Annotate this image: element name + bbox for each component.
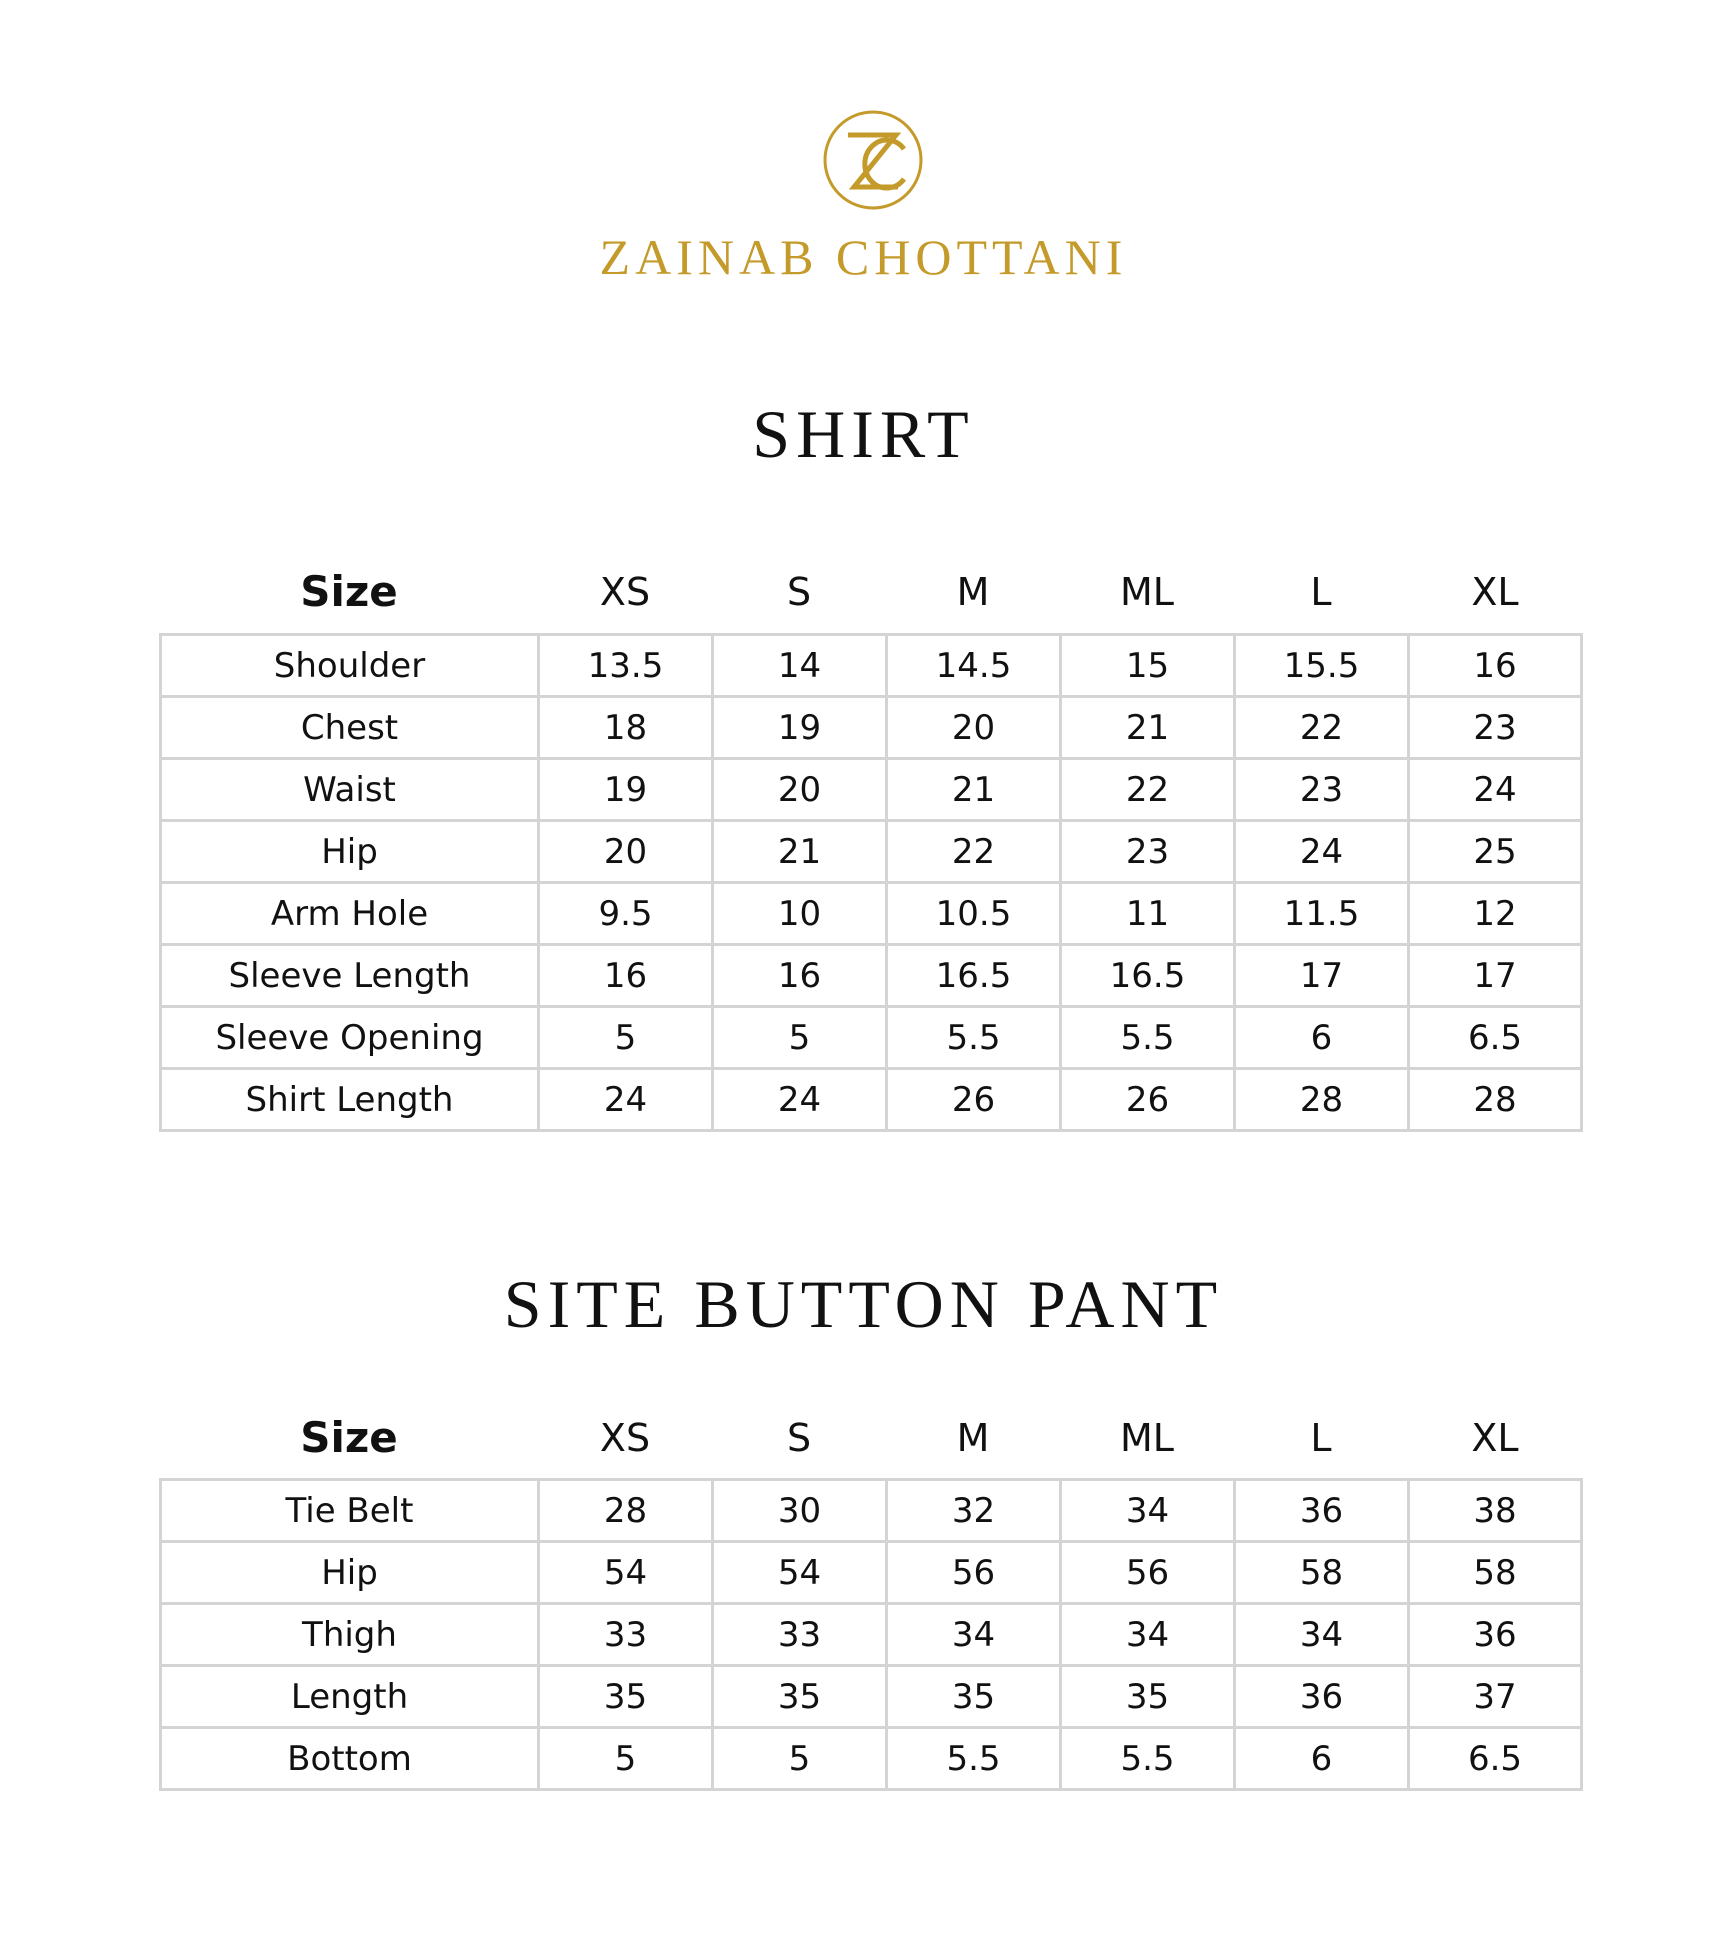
table-cell: 16 — [713, 945, 887, 1007]
table-row — [161, 1480, 1582, 1542]
table-cell: 6.5 — [1409, 1728, 1582, 1790]
table-cell: 34 — [887, 1604, 1061, 1666]
table-cell: 12 — [1409, 883, 1582, 945]
size-header-ml: ML — [1120, 570, 1174, 614]
table-cell: 14 — [713, 635, 887, 697]
size-header-xl: XL — [1471, 1416, 1519, 1460]
row-label: Shoulder — [161, 635, 539, 697]
table-cell: 35 — [539, 1666, 713, 1728]
table-cell: 35 — [1061, 1666, 1235, 1728]
table-cell: 20 — [887, 697, 1061, 759]
table-cell: 35 — [887, 1666, 1061, 1728]
size-header-l: L — [1310, 1416, 1332, 1460]
table-cell: 58 — [1409, 1542, 1582, 1604]
table-cell: 56 — [1061, 1542, 1235, 1604]
table-cell: 24 — [539, 1069, 713, 1131]
row-label: Hip — [161, 821, 539, 883]
row-label: Hip — [161, 1542, 539, 1604]
table-cell: 20 — [539, 821, 713, 883]
table-cell: 13.5 — [539, 635, 713, 697]
table-cell: 19 — [713, 697, 887, 759]
table-cell: 21 — [887, 759, 1061, 821]
table-cell: 54 — [539, 1542, 713, 1604]
shirt-section-title: SHIRT — [752, 396, 975, 472]
size-header-s: S — [786, 570, 812, 614]
table-cell: 6 — [1235, 1007, 1409, 1069]
pant-size-table — [159, 1478, 1583, 1791]
table-cell: 11.5 — [1235, 883, 1409, 945]
table-cell: 54 — [713, 1542, 887, 1604]
row-label: Bottom — [161, 1728, 539, 1790]
table-cell: 37 — [1409, 1666, 1582, 1728]
table-cell: 34 — [1061, 1604, 1235, 1666]
table-cell: 16.5 — [1061, 945, 1235, 1007]
table-cell: 22 — [887, 821, 1061, 883]
table-cell: 5 — [539, 1728, 713, 1790]
table-cell: 17 — [1235, 945, 1409, 1007]
table-cell: 10 — [713, 883, 887, 945]
table-cell: 36 — [1235, 1480, 1409, 1542]
row-label: Tie Belt — [161, 1480, 539, 1542]
table-row — [161, 759, 1582, 821]
table-cell: 19 — [539, 759, 713, 821]
table-cell: 38 — [1409, 1480, 1582, 1542]
size-header-xl: XL — [1471, 570, 1519, 614]
table-cell: 23 — [1061, 821, 1235, 883]
table-cell: 6 — [1235, 1728, 1409, 1790]
table-cell: 5.5 — [1061, 1007, 1235, 1069]
table-cell: 34 — [1235, 1604, 1409, 1666]
table-cell: 36 — [1235, 1666, 1409, 1728]
size-header-label: Size — [300, 567, 398, 616]
table-cell: 9.5 — [539, 883, 713, 945]
table-row — [161, 697, 1582, 759]
table-cell: 26 — [1061, 1069, 1235, 1131]
table-cell: 14.5 — [887, 635, 1061, 697]
row-label: Arm Hole — [161, 883, 539, 945]
table-cell: 5.5 — [1061, 1728, 1235, 1790]
table-cell: 11 — [1061, 883, 1235, 945]
row-label: Shirt Length — [161, 1069, 539, 1131]
table-cell: 16 — [539, 945, 713, 1007]
table-cell: 20 — [713, 759, 887, 821]
table-row — [161, 1604, 1582, 1666]
table-cell: 5.5 — [887, 1007, 1061, 1069]
table-cell: 15 — [1061, 635, 1235, 697]
size-header-s: S — [786, 1416, 812, 1460]
row-label: Thigh — [161, 1604, 539, 1666]
table-cell: 16.5 — [887, 945, 1061, 1007]
table-cell: 21 — [1061, 697, 1235, 759]
table-row — [161, 883, 1582, 945]
table-cell: 15.5 — [1235, 635, 1409, 697]
size-header-m: M — [956, 1416, 990, 1460]
table-cell: 24 — [1235, 821, 1409, 883]
table-cell: 24 — [1409, 759, 1582, 821]
table-cell: 33 — [539, 1604, 713, 1666]
table-cell: 17 — [1409, 945, 1582, 1007]
table-cell: 5.5 — [887, 1728, 1061, 1790]
size-header-l: L — [1310, 570, 1332, 614]
table-cell: 18 — [539, 697, 713, 759]
table-cell: 58 — [1235, 1542, 1409, 1604]
row-label: Length — [161, 1666, 539, 1728]
shirt-size-table — [159, 633, 1583, 1132]
pant-size-header — [160, 1408, 1580, 1468]
table-cell: 5 — [539, 1007, 713, 1069]
size-header-xs: XS — [599, 1416, 651, 1460]
table-cell: 28 — [1235, 1069, 1409, 1131]
row-label: Chest — [161, 697, 539, 759]
table-cell: 30 — [713, 1480, 887, 1542]
table-cell: 6.5 — [1409, 1007, 1582, 1069]
row-label: Sleeve Length — [161, 945, 539, 1007]
pant-section-title: SITE BUTTON PANT — [503, 1266, 1224, 1342]
table-cell: 35 — [713, 1666, 887, 1728]
table-cell: 10.5 — [887, 883, 1061, 945]
brand-header — [0, 100, 1727, 300]
table-row — [161, 1542, 1582, 1604]
table-row — [161, 1069, 1582, 1131]
table-cell: 16 — [1409, 635, 1582, 697]
table-row — [161, 945, 1582, 1007]
table-cell: 22 — [1235, 697, 1409, 759]
row-label: Sleeve Opening — [161, 1007, 539, 1069]
size-header-xs: XS — [599, 570, 651, 614]
table-cell: 34 — [1061, 1480, 1235, 1542]
table-row — [161, 1666, 1582, 1728]
table-cell: 23 — [1409, 697, 1582, 759]
table-cell: 32 — [887, 1480, 1061, 1542]
table-row — [161, 1007, 1582, 1069]
zc-logo-icon — [818, 105, 928, 215]
table-cell: 22 — [1061, 759, 1235, 821]
table-cell: 23 — [1235, 759, 1409, 821]
size-header-m: M — [956, 570, 990, 614]
table-cell: 24 — [713, 1069, 887, 1131]
table-row — [161, 635, 1582, 697]
row-label: Waist — [161, 759, 539, 821]
table-row — [161, 1728, 1582, 1790]
table-cell: 25 — [1409, 821, 1582, 883]
brand-name: ZAINAB CHOTTANI — [599, 229, 1128, 285]
table-cell: 56 — [887, 1542, 1061, 1604]
size-header-ml: ML — [1120, 1416, 1174, 1460]
table-cell: 36 — [1409, 1604, 1582, 1666]
shirt-size-header — [160, 562, 1580, 622]
table-cell: 26 — [887, 1069, 1061, 1131]
table-cell: 28 — [539, 1480, 713, 1542]
table-cell: 21 — [713, 821, 887, 883]
table-cell: 5 — [713, 1728, 887, 1790]
table-row — [161, 821, 1582, 883]
table-cell: 28 — [1409, 1069, 1582, 1131]
size-header-label: Size — [300, 1413, 398, 1462]
table-cell: 33 — [713, 1604, 887, 1666]
table-cell: 5 — [713, 1007, 887, 1069]
